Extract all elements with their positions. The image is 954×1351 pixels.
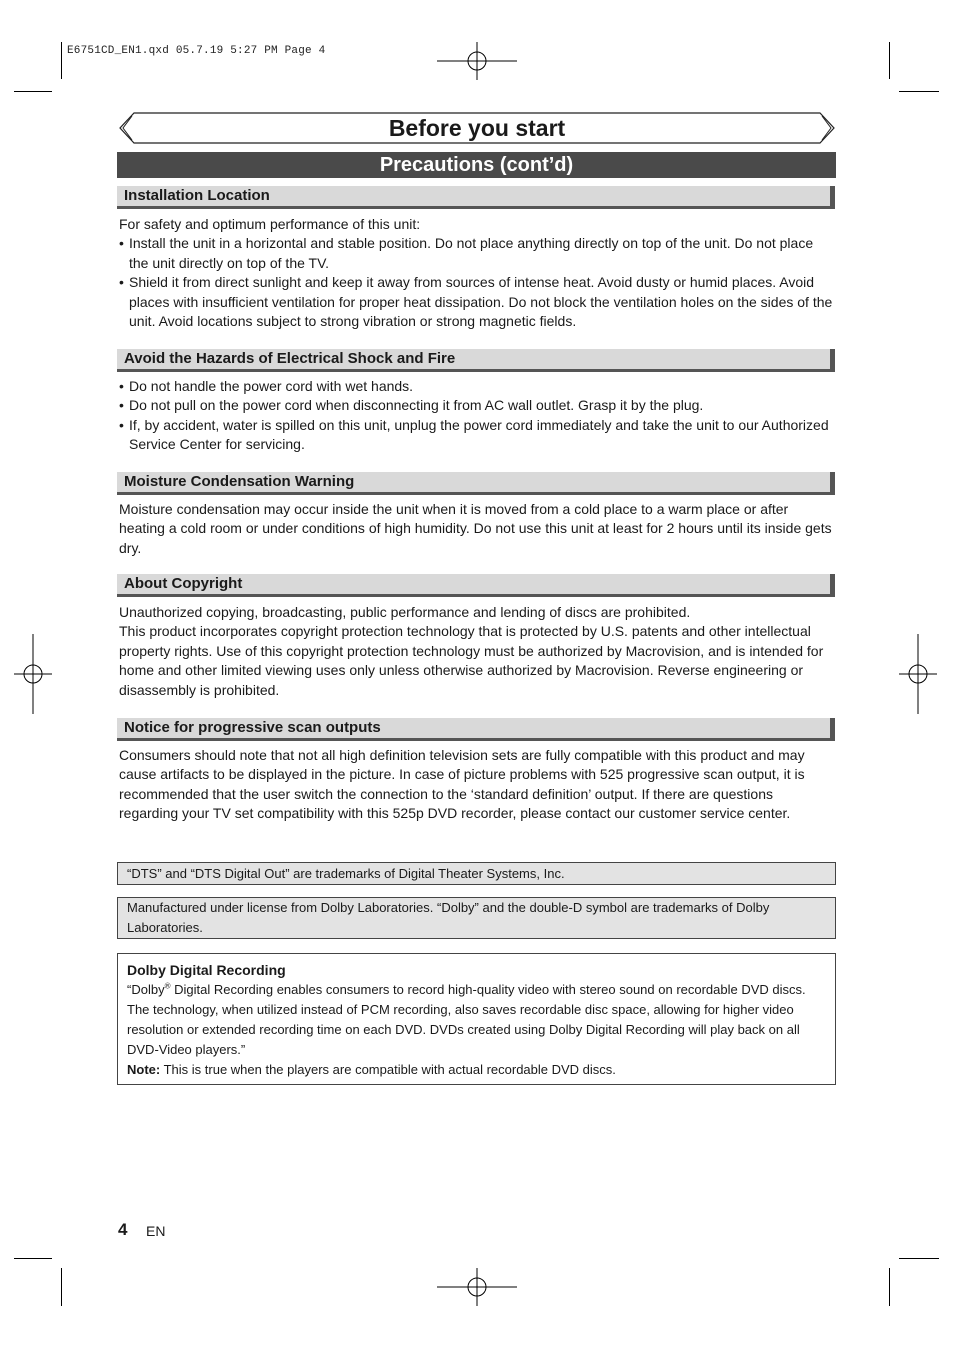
crop-mark: [889, 42, 890, 79]
list-item: • Install the unit in a horizontal and stable position. Do not place anything directly on top of the unit. Do not place the unit directly on top of the TV.: [119, 234, 835, 273]
heading-about-copyright: [117, 574, 835, 597]
print-slug: E6751CD_EN1.qxd 05.7.19 5:27 PM Page 4: [67, 45, 326, 57]
installation-body: [119, 215, 835, 331]
crop-mark: [889, 1268, 890, 1306]
heading-text: Avoid the Hazards of Electrical Shock and Fire: [124, 350, 456, 367]
note-label: Note:: [127, 1062, 161, 1077]
heading-text: About Copyright: [124, 575, 243, 592]
installation-list: [119, 234, 835, 331]
heading-text: Notice for progressive scan outputs: [124, 719, 381, 736]
installation-intro: For safety and optimum performance of this unit:: [119, 216, 421, 232]
heading-electrical-hazards: [117, 349, 835, 372]
registration-mark-bottom: [437, 1268, 517, 1306]
dts-trademark-text: “DTS” and “DTS Digital Out” are trademarks of Digital Theater Systems, Inc.: [127, 866, 565, 881]
note-text: This is true when the players are compatible with actual recordable DVD discs.: [160, 1062, 616, 1077]
moisture-body: [119, 500, 835, 558]
hazards-body: [119, 377, 835, 455]
page-number: 4: [118, 1220, 128, 1239]
progressive-text: Consumers should note that not all high definition television sets are fully compatible with this product and may cause artifacts to be displayed in the picture. In case of picture problems with 525 progressive scan output, it is recommended that the user switch the connection to the ‘standard definition’ output. If there are questions regarding your TV set compatibility with this 525p DVD recorder, please contact our customer service center.: [119, 747, 805, 822]
page-title: Before you start: [388, 115, 566, 141]
registration-mark-left: [14, 634, 52, 714]
heading-text: Installation Location: [124, 187, 270, 204]
crop-mark: [899, 91, 939, 92]
list-item: • If, by accident, water is spilled on this unit, unplug the power cord immediately and take the unit to our Authorized Service Center for servicing.: [119, 416, 835, 455]
crop-mark: [61, 1268, 62, 1306]
dts-trademark-notice: [117, 862, 836, 885]
section-title: Precautions (cont’d): [117, 152, 836, 178]
heading-progressive-scan: [117, 718, 835, 741]
hazards-list: [119, 377, 835, 455]
progressive-body: [119, 746, 835, 824]
registration-mark-right: [899, 634, 937, 714]
copyright-body: [119, 603, 835, 700]
registered-mark: ®: [164, 981, 171, 991]
crop-mark: [899, 1258, 939, 1259]
crop-mark: [61, 42, 62, 79]
dolby-quote-open: “Dolby: [127, 982, 165, 997]
list-item: • Do not pull on the power cord when disconnecting it from AC wall outlet. Grasp it by the plug.: [119, 396, 835, 415]
heading-installation-location: [117, 186, 835, 209]
crop-mark: [14, 91, 52, 92]
dolby-box-text: [127, 980, 826, 1060]
dolby-quote-rest: Digital Recording enables consumers to record high-quality video with stereo sound on recordable DVD discs. The technology, when utilized instead of PCM recording, also saves recordable disc space, allowing for higher video resolution or extended recording time on each DVD. DVDs created using Dolby Digital Recording will play back on all DVD-Video players.”: [127, 982, 806, 1057]
crop-mark: [14, 1258, 52, 1259]
list-item: • Do not handle the power cord with wet hands.: [119, 377, 835, 396]
list-item: • Shield it from direct sunlight and keep it away from sources of intense heat. Avoid dusty or humid places. Avoid places with insufficient ventilation for proper heat dissipation. Do not block the ventilation holes on the sides of the unit. Avoid locations subject to strong vibration or strong magnetic fields.: [119, 273, 835, 331]
copyright-line-1: Unauthorized copying, broadcasting, public performance and lending of discs are prohibited.: [119, 604, 691, 620]
dolby-box-title: Dolby Digital Recording: [127, 962, 286, 978]
heading-moisture-condensation: [117, 472, 835, 495]
dolby-digital-recording-box: [117, 953, 836, 1085]
registration-mark-top: [437, 42, 517, 80]
dolby-trademark-text: Manufactured under license from Dolby Laboratories. “Dolby” and the double-D symbol are trademarks of Dolby Laboratories.: [127, 900, 770, 935]
moisture-text: Moisture condensation may occur inside the unit when it is moved from a cold place to a warm place or after heating a cold room or under conditions of high humidity. Do not use this unit at least for 2 hours until its inside gets dry.: [119, 501, 832, 556]
title-banner: [118, 112, 836, 144]
dolby-trademark-notice: [117, 897, 836, 939]
heading-text: Moisture Condensation Warning: [124, 473, 355, 490]
page-language: EN: [146, 1223, 166, 1239]
dolby-note: [127, 1060, 826, 1080]
copyright-line-2: This product incorporates copyright protection technology that is protected by U.S. patents and other intellectual property rights. Use of this copyright protection technology must be authorized by Macrovision, and is intended for home and other limited viewing uses only unless otherwise authorized by Macrovision. Reverse engineering or disassembly is prohibited.: [119, 623, 824, 698]
